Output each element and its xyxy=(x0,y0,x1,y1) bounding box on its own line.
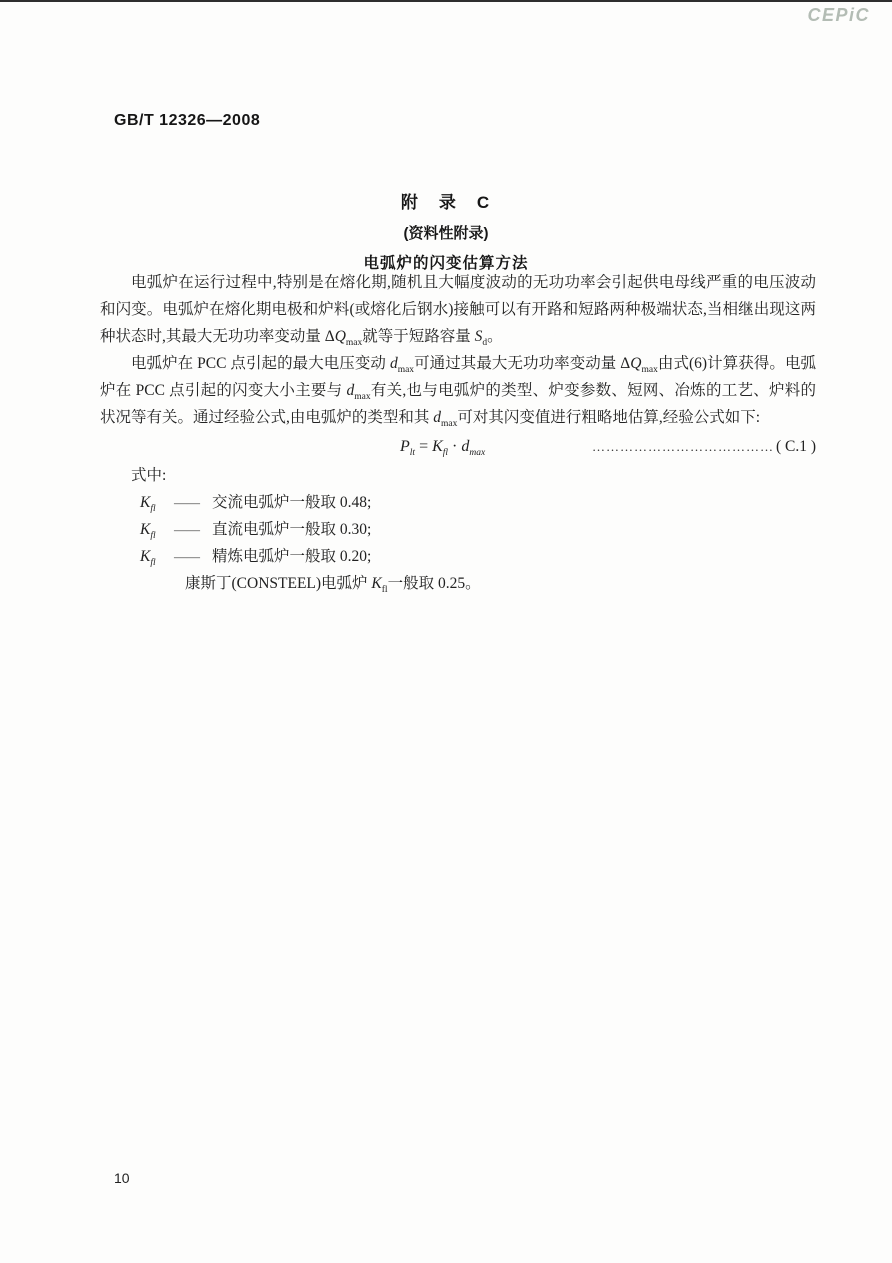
subscript-max: max xyxy=(441,419,458,430)
definition-row-refining xyxy=(100,543,816,570)
subscript-max: max xyxy=(397,365,415,376)
paragraph-2-text: 可对其闪变值进行粗略地估算,经验公式如下: xyxy=(457,409,761,426)
cepic-watermark: CEPiC xyxy=(807,5,870,25)
var-Q: Q xyxy=(334,328,346,345)
appendix-type: (资料性附录) xyxy=(403,225,489,242)
definition-text: 交流电弧炉一般取 0.48; xyxy=(212,494,372,511)
paragraph-1-text: 电弧炉在运行过程中,特别是在熔化期,随机且大幅度波动的无功功率会引起供电母线严重的电压波动和闪变。电弧炉在熔化期电极和炉料(或熔化后钢水)接触可以有开路和短路两种极端状态,当相继出现这两种状态时,其最大无功功率变动量 Δ xyxy=(100,274,816,345)
paragraph-2-text: 可通过其最大无功功率变动量 Δ xyxy=(414,355,631,372)
subscript-fl: fl xyxy=(150,504,156,515)
equation-number: ( C.1 ) xyxy=(775,438,816,455)
var-d: d xyxy=(389,355,398,372)
subscript-fl: fl xyxy=(442,448,449,459)
paragraph-2-text: 有关,也与电弧炉的类型、炉变参数、短网、冶炼的工艺、炉料的状况等有关。通过经验公式,由电弧炉的类型和其 xyxy=(100,382,816,426)
multiplication-dot: · xyxy=(448,438,462,455)
var-K: K xyxy=(140,548,151,565)
subscript-fl: fl xyxy=(381,585,388,596)
subscript-lt: lt xyxy=(409,448,416,459)
consteel-text: 康斯丁(CONSTEEL)电弧炉 xyxy=(185,575,372,592)
var-K: K xyxy=(140,521,151,538)
subscript-fl: fl xyxy=(150,558,156,569)
var-Q: Q xyxy=(630,355,642,372)
definition-dash: —— xyxy=(174,522,200,537)
appendix-title-block xyxy=(0,188,892,273)
appendix-heading: 电弧炉的闪变估算方法 xyxy=(363,255,529,272)
var-K: K xyxy=(140,494,151,511)
paragraph-2 xyxy=(100,350,816,431)
standard-number: GB/T 12326—2008 xyxy=(114,112,261,129)
paragraph-1 xyxy=(100,269,816,350)
definition-text: 直流电弧炉一般取 0.30; xyxy=(212,521,372,538)
paragraph-1-text: 。 xyxy=(487,328,503,345)
var-d: d xyxy=(346,382,355,399)
consteel-note xyxy=(185,570,816,597)
subscript-d: d xyxy=(482,338,488,349)
subscript-max: max xyxy=(345,338,363,349)
equation-C1 xyxy=(100,433,816,461)
subscript-fl: fl xyxy=(150,531,156,542)
definition-row-dc xyxy=(100,516,816,543)
subscript-max: max xyxy=(354,392,371,403)
where-label: 式中: xyxy=(131,467,167,484)
paragraph-2-text: 由式(6)计算获得。电弧炉在 PCC 点引起的闪变大小主要与 xyxy=(100,355,817,399)
body-content xyxy=(100,269,816,597)
paragraph-2-text: 电弧炉在 PCC 点引起的最大电压变动 xyxy=(131,355,390,372)
symbol-Kfl xyxy=(140,489,174,516)
scan-edge-line xyxy=(0,0,892,2)
definition-dash: —— xyxy=(174,495,200,510)
var-d: d xyxy=(461,438,470,455)
dot-leader: ………………………………… xyxy=(591,439,774,454)
var-S: S xyxy=(474,328,483,345)
var-d: d xyxy=(433,409,442,426)
page-number: 10 xyxy=(114,1170,130,1186)
var-K: K xyxy=(432,438,443,455)
var-P: P xyxy=(400,438,410,455)
symbol-Kfl xyxy=(140,543,174,570)
var-K: K xyxy=(371,575,382,592)
subscript-max: max xyxy=(641,365,658,376)
appendix-label: 附 录 C xyxy=(400,193,492,212)
definition-text: 精炼电弧炉一般取 0.20; xyxy=(212,548,372,565)
paragraph-1-text: 就等于短路容量 xyxy=(362,328,475,345)
definition-dash: —— xyxy=(174,549,200,564)
definition-row-ac xyxy=(100,489,816,516)
consteel-text: 一般取 0.25。 xyxy=(387,575,481,592)
equals-sign: = xyxy=(415,438,433,455)
symbol-Kfl xyxy=(140,516,174,543)
equation-expression xyxy=(400,433,485,460)
subscript-max: max xyxy=(469,448,486,459)
